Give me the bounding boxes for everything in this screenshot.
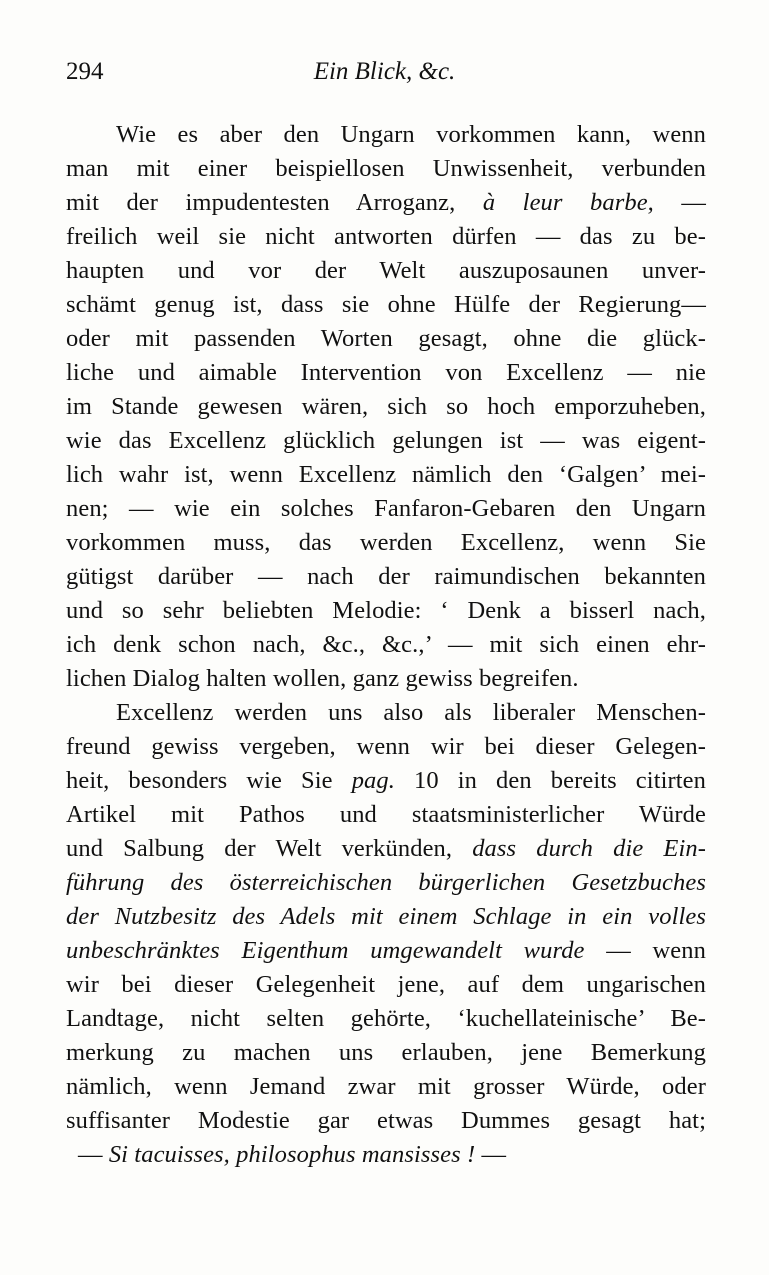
text-run: suffisanter Modestie gar etwas Dummes gesagt hat; xyxy=(66,1107,706,1134)
text-line xyxy=(66,186,706,220)
text-run: wie das Excellenz glücklich gelungen ist — was eigent- xyxy=(66,427,706,454)
text-run: freund gewiss vergeben, wenn wir bei dieser Gelegen- xyxy=(66,733,706,760)
text-run: — xyxy=(475,1141,507,1168)
text-run: merkung zu machen uns erlauben, jene Bemerkung xyxy=(66,1039,706,1066)
text-line xyxy=(66,696,706,730)
paragraph xyxy=(66,118,706,696)
text-run: vorkommen muss, das werden Excellenz, wenn Sie xyxy=(66,529,706,556)
page-header xyxy=(66,58,703,98)
text-line xyxy=(66,118,706,152)
text-line xyxy=(66,1070,706,1104)
text-run: lich wahr ist, wenn Excellenz nämlich den ‘Galgen’ mei- xyxy=(66,461,706,488)
text-line xyxy=(66,458,706,492)
text-line xyxy=(66,798,706,832)
text-line xyxy=(66,764,706,798)
text-line xyxy=(66,220,706,254)
text-line xyxy=(66,1002,706,1036)
text-line xyxy=(66,254,706,288)
text-line xyxy=(66,356,706,390)
text-run: — xyxy=(653,189,706,216)
text-line xyxy=(66,288,706,322)
text-run: Excellenz werden uns also als liberaler Menschen- xyxy=(116,699,706,726)
italic-text: à leur barbe, xyxy=(482,189,654,216)
text-line xyxy=(66,424,706,458)
text-line xyxy=(66,594,706,628)
running-title: Ein Blick, &c. xyxy=(313,58,456,85)
text-run: — xyxy=(78,1141,109,1168)
text-run: und Salbung der Welt verkünden, xyxy=(66,835,473,862)
text-run: oder mit passenden Worten gesagt, ohne die glück- xyxy=(66,325,706,352)
text-line xyxy=(66,1104,706,1138)
text-line xyxy=(66,866,706,900)
text-line xyxy=(66,662,706,696)
text-run: mit der impudentesten Arroganz, xyxy=(66,189,483,216)
text-run: heit, besonders wie Sie xyxy=(66,767,352,794)
body-text xyxy=(66,118,706,1172)
text-run: — wenn xyxy=(584,937,706,964)
text-run: schämt genug ist, dass sie ohne Hülfe der Regierung— xyxy=(66,291,706,318)
text-line xyxy=(66,390,706,424)
text-run: haupten und vor der Welt auszuposaunen unver- xyxy=(66,257,706,284)
text-run: und so sehr beliebten Melodie: ‘ Denk a bisserl nach, xyxy=(66,597,706,624)
italic-text: dass durch die Ein- xyxy=(472,835,706,862)
text-line xyxy=(66,730,706,764)
text-line xyxy=(66,492,706,526)
text-line xyxy=(66,152,706,186)
text-line xyxy=(66,560,706,594)
italic-text: der Nutzbesitz des Adels mit einem Schlage in ein volles xyxy=(66,903,706,930)
text-run: 10 in den bereits citirten xyxy=(394,767,706,794)
text-line xyxy=(66,526,706,560)
text-run: im Stande gewesen wären, sich so hoch emporzuheben, xyxy=(66,393,706,420)
text-line xyxy=(66,628,706,662)
text-run: ich denk schon nach, &c., &c.,’ — mit sich einen ehr- xyxy=(66,631,706,658)
italic-text: unbeschränktes Eigenthum umgewandelt wurde xyxy=(66,937,585,964)
text-run: freilich weil sie nicht antworten dürfen — das zu be- xyxy=(66,223,706,250)
text-line xyxy=(66,968,706,1002)
text-line xyxy=(66,1138,706,1172)
text-run: wir bei dieser Gelegenheit jene, auf dem ungarischen xyxy=(66,971,706,998)
text-run: nen; — wie ein solches Fanfaron-Gebaren den Ungarn xyxy=(66,495,706,522)
text-line xyxy=(66,934,706,968)
text-run: man mit einer beispiellosen Unwissenheit, verbunden xyxy=(66,155,706,182)
italic-text: führung des österreichischen bürgerlichen Gesetzbuches xyxy=(66,869,706,896)
text-run: liche und aimable Intervention von Excellenz — nie xyxy=(66,359,706,386)
text-run: Landtage, nicht selten gehörte, ‘kuchellateinische’ Be- xyxy=(66,1005,706,1032)
italic-text: pag. xyxy=(351,767,395,794)
text-run: Wie es aber den Ungarn vorkommen kann, wenn xyxy=(116,121,706,148)
text-line xyxy=(66,1036,706,1070)
paragraph xyxy=(66,696,706,1172)
text-line xyxy=(66,832,706,866)
text-run: Artikel mit Pathos und staatsministerlicher Würde xyxy=(66,801,706,828)
page-number: 294 xyxy=(66,58,104,85)
text-run: gütigst darüber — nach der raimundischen bekannten xyxy=(66,563,706,590)
text-run: lichen Dialog halten wollen, ganz gewiss begreifen. xyxy=(66,665,579,692)
text-line xyxy=(66,900,706,934)
text-run: nämlich, wenn Jemand zwar mit grosser Würde, oder xyxy=(66,1073,706,1100)
text-line xyxy=(66,322,706,356)
italic-text: Si tacuisses, philosophus mansisses ! xyxy=(108,1141,476,1168)
